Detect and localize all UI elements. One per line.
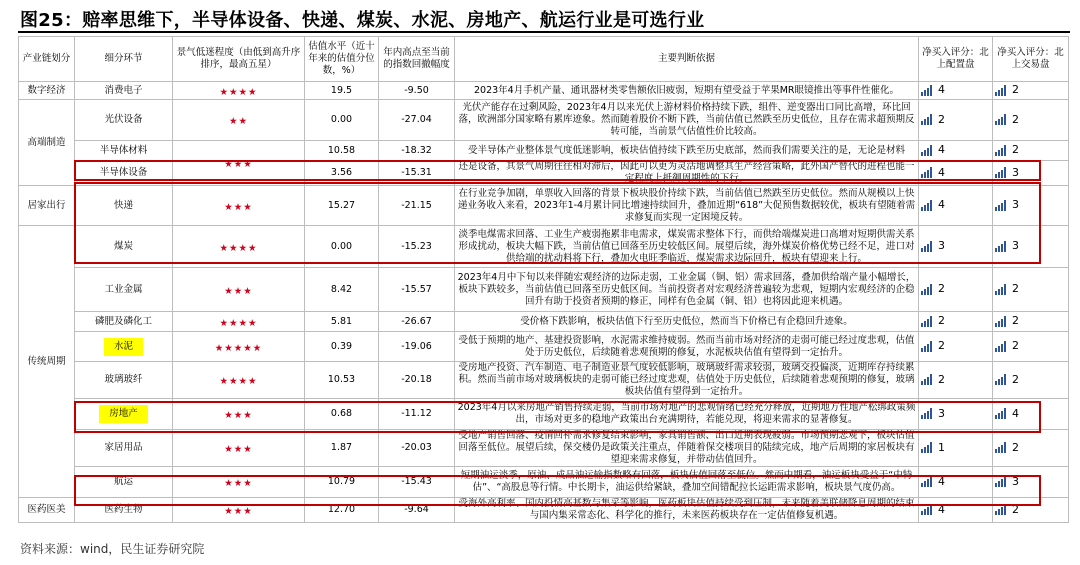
- rating-stars: [173, 312, 305, 332]
- sub-sector: [75, 100, 173, 141]
- header-sub: 细分环节: [75, 37, 173, 82]
- net-buy-south: [993, 141, 1069, 161]
- net-buy-south: [993, 430, 1069, 467]
- rating-stars-text: ★★★: [224, 159, 253, 170]
- rating-stars-text: ★★★: [224, 506, 253, 517]
- bar-chart-icon: [921, 316, 932, 327]
- net-buy-north-value: 1: [938, 440, 945, 454]
- sub-sector: [75, 186, 173, 226]
- bar-chart-icon: [921, 114, 932, 125]
- net-buy-north-value: 4: [938, 165, 945, 179]
- drawdown-value: -9.50: [379, 82, 455, 100]
- header-net-buy-south: 净买入评分：北上交易盘: [993, 37, 1069, 82]
- net-buy-north-value: 2: [938, 339, 945, 353]
- net-buy-south: [993, 100, 1069, 141]
- bar-chart-icon: [921, 374, 932, 385]
- net-buy-south: [993, 268, 1069, 312]
- basis-text: 在行业竞争加剧，单票收入回落的背景下板块股价持续下跌，当前估值已然跌至历史低位。然而从规模以上快递业务收入来看，2023年1-4月累计同比增速持续回升，叠加近期“618”大促预售数据较优，板块有望随着需求修复而实现一定困境反转。: [455, 186, 919, 226]
- valuation-value: 0.68: [305, 399, 379, 430]
- net-buy-north: [919, 82, 993, 100]
- net-buy-north: [919, 467, 993, 498]
- net-buy-south: [993, 312, 1069, 332]
- net-buy-south: [993, 332, 1069, 362]
- table-row: [19, 430, 1069, 467]
- bar-chart-icon: [995, 316, 1006, 327]
- valuation-value: 10.53: [305, 362, 379, 399]
- sub-sector: [75, 430, 173, 467]
- net-buy-north: [919, 312, 993, 332]
- header-category: 产业链划分: [19, 37, 75, 82]
- net-buy-north-value: 4: [938, 83, 945, 97]
- category-cell: 数字经济: [19, 82, 75, 100]
- basis-text: 光伏产能存在过剩风险，2023年4月以来光伏上游材料价格持续下跌，组件、逆变器出口同比高增，环比回落，欧洲部分国家略有累库迹象。然而随着股价不断下跌，当前估值已然跌至历史低位，且存在需求超预期反转可能，当前景气估值性价比较高。: [455, 100, 919, 141]
- rating-stars-text: ★★★★: [219, 242, 258, 254]
- net-buy-north-value: 2: [938, 112, 945, 126]
- bar-chart-icon: [921, 504, 932, 515]
- drawdown-value: -15.57: [379, 268, 455, 312]
- net-buy-south-value: 2: [1012, 83, 1019, 97]
- rating-stars: [173, 141, 305, 186]
- valuation-value: 10.79: [305, 467, 379, 498]
- basis-text: 还是设备，其景气周期往往相对滞后，因此可以更为灵活地调整其生产经营策略，此外国产替代的进程也能一定程度上抵御周期性的下行。: [455, 161, 919, 186]
- drawdown-value: -20.03: [379, 430, 455, 467]
- header-row: [19, 37, 1069, 82]
- net-buy-north: [919, 186, 993, 226]
- rating-stars-text: ★★★: [224, 444, 253, 455]
- rating-stars-text: ★★★: [224, 285, 253, 297]
- table-row: [19, 141, 1069, 161]
- bar-chart-icon: [995, 200, 1006, 211]
- net-buy-south-value: 2: [1012, 112, 1019, 126]
- net-buy-north: [919, 332, 993, 362]
- table-row: [19, 362, 1069, 399]
- bar-chart-icon: [995, 374, 1006, 385]
- basis-text: 受价格下跌影响，板块估值下行至历史低位，然而当下价格已有企稳回升迹象。: [455, 312, 919, 332]
- net-buy-north: [919, 141, 993, 161]
- table-row: [19, 226, 1069, 268]
- drawdown-value: -27.04: [379, 100, 455, 141]
- category-cell: 医药医美: [19, 498, 75, 523]
- valuation-value: 5.81: [305, 312, 379, 332]
- sub-sector: [75, 332, 173, 362]
- net-buy-north: [919, 226, 993, 268]
- net-buy-south-value: 3: [1012, 239, 1019, 253]
- header-basis: 主要判断依据: [455, 37, 919, 82]
- rating-stars: [173, 332, 305, 362]
- rating-stars-text: ★★★★: [219, 86, 258, 98]
- table-row: [19, 312, 1069, 332]
- sub-sector: [75, 226, 173, 268]
- net-buy-north-value: 2: [938, 282, 945, 296]
- drawdown-value: -21.15: [379, 186, 455, 226]
- rating-stars: [173, 268, 305, 312]
- sub-sector-label: 家居用品: [104, 442, 143, 453]
- table-row: [19, 399, 1069, 430]
- rating-stars: [173, 498, 305, 523]
- sub-sector: [75, 312, 173, 332]
- header-net-buy-north: 净买入评分：北上配置盘: [919, 37, 993, 82]
- sub-sector-label: 玻璃玻纤: [104, 374, 143, 385]
- sub-sector-label: 医药生物: [104, 504, 143, 515]
- net-buy-south: [993, 226, 1069, 268]
- figure-title: 图25：赔率思维下，半导体设备、快递、煤炭、水泥、房地产、航运行业是可选行业: [20, 10, 705, 31]
- net-buy-north-value: 2: [938, 314, 945, 328]
- basis-text: 受半导体产业整体景气度低迷影响，板块估值持续下跌至历史底部，然而我们需要关注的是，无论是材料: [455, 141, 919, 161]
- net-buy-north: [919, 430, 993, 467]
- rating-stars: [173, 467, 305, 498]
- net-buy-south-value: 3: [1012, 198, 1019, 212]
- bar-chart-icon: [921, 85, 932, 96]
- basis-text: 2023年4月中下旬以来伴随宏观经济的边际走弱，工业金属（铜、铝）需求回落，叠加供给端产量小幅增长，板块下跌较多，当前估值已回落至历史低区间。当前投资者对宏观经济普遍较为悲观，短期内宏观经济的企稳回升有助于投资者预期的修正，同样有色金属（铜、铝）也将因此迎来机遇。: [455, 268, 919, 312]
- net-buy-north: [919, 362, 993, 399]
- industry-table: [18, 36, 1069, 523]
- net-buy-south-value: 2: [1012, 143, 1019, 157]
- rating-stars-text: ★★: [228, 116, 249, 127]
- net-buy-south: [993, 467, 1069, 498]
- net-buy-south: [993, 362, 1069, 399]
- bar-chart-icon: [921, 341, 932, 352]
- basis-text: 短期油运淡季，原油、成品油运输指数略有回落，板块估值回落至低位。然而中期看，油运板块受益于“中特估”、“高股息等行情。中长期卡，油运供给紧缺，叠加空间错配拉长运距需求影响，板块景气度仍高。: [455, 467, 919, 498]
- net-buy-north-value: 4: [938, 143, 945, 157]
- drawdown-value: -11.12: [379, 399, 455, 430]
- table-row: [19, 100, 1069, 141]
- sub-sector-label: 煤炭: [113, 240, 133, 252]
- sub-sector-label: 水泥: [104, 338, 143, 356]
- valuation-value: 0.00: [305, 226, 379, 268]
- rating-stars-text: ★★★★★: [214, 342, 263, 354]
- rating-stars-text: ★★★★: [219, 376, 258, 387]
- net-buy-south-value: 2: [1012, 502, 1019, 516]
- bar-chart-icon: [921, 284, 932, 295]
- net-buy-north-value: 4: [938, 474, 945, 488]
- rating-stars-text: ★★★: [224, 478, 253, 489]
- net-buy-north: [919, 268, 993, 312]
- bar-chart-icon: [921, 241, 932, 252]
- bar-chart-icon: [921, 442, 932, 453]
- bar-chart-icon: [921, 476, 932, 487]
- rating-stars-text: ★★★: [224, 201, 253, 213]
- net-buy-south-value: 2: [1012, 440, 1019, 454]
- drawdown-value: -19.06: [379, 332, 455, 362]
- sub-sector: [75, 362, 173, 399]
- net-buy-south: [993, 82, 1069, 100]
- net-buy-north-value: 3: [938, 406, 945, 420]
- rating-stars: [173, 82, 305, 100]
- net-buy-south: [993, 161, 1069, 186]
- net-buy-south-value: 2: [1012, 372, 1019, 386]
- sub-sector: [75, 82, 173, 100]
- category-cell: 居家出行: [19, 186, 75, 226]
- sub-sector-label: 半导体设备: [99, 167, 148, 178]
- header-valuation: 估值水平（近十年来的估值分位数，%）: [305, 37, 379, 82]
- net-buy-south: [993, 399, 1069, 430]
- sub-sector-label: 快递: [113, 199, 133, 211]
- valuation-value: 0.39: [305, 332, 379, 362]
- rating-stars: [173, 430, 305, 467]
- bar-chart-icon: [995, 341, 1006, 352]
- rating-stars: [173, 362, 305, 399]
- table-row: [19, 467, 1069, 498]
- bar-chart-icon: [995, 476, 1006, 487]
- net-buy-south: [993, 186, 1069, 226]
- drawdown-value: -9.64: [379, 498, 455, 523]
- rating-stars: [173, 100, 305, 141]
- bar-chart-icon: [995, 442, 1006, 453]
- valuation-value: 1.87: [305, 430, 379, 467]
- sub-sector: [75, 141, 173, 161]
- net-buy-north: [919, 100, 993, 141]
- header-drawdown: 年内高点至当前的指数回撤幅度: [379, 37, 455, 82]
- basis-text: 受低于预期的地产、基建投资影响，水泥需求维持疲弱。然而当前市场对经济的走弱可能已经过度悲观，估值处于历史低位，后续随着悲观预期的修复，水泥板块估值有望得到一定抬升。: [455, 332, 919, 362]
- sub-sector-label: 消费电子: [104, 84, 143, 96]
- drawdown-value: -26.67: [379, 312, 455, 332]
- basis-text: 受房地产投资、汽车制造、电子制造业景气度较低影响，玻璃玻纤需求较弱，玻璃交投偏淡，近期库存持续累积。然而当前市场对玻璃板块的走弱可能已经过度悲观，估值处于历史低位，后续随着悲观预期的修复，玻璃板块估值有望得到一定抬升。: [455, 362, 919, 399]
- category-cell: 传统周期: [19, 226, 75, 498]
- table-row: [19, 498, 1069, 523]
- valuation-value: 15.27: [305, 186, 379, 226]
- net-buy-south-value: 3: [1012, 165, 1019, 179]
- bar-chart-icon: [921, 200, 932, 211]
- basis-text: 2023年4月以来房地产销售持续走弱，当前市场对地产的悲观情绪已经充分释放，近期地方性地产松绑政策频出，市场对更多的稳地产政策出台充满期待，若能兑现，将迎来需求的显著修复。: [455, 399, 919, 430]
- sub-sector: [75, 399, 173, 430]
- sub-sector-label: 磷肥及磷化工: [94, 315, 152, 327]
- basis-text: 受地产销售回落、疫情回补需求修复结束影响，家具销售额、出口近期表现疲弱。市场预期悲观下，板块估值回落至低位。展望后续，保交楼仍是政策关注重点，伴随着保交楼项目的陆续完成，地产后周期的家居板块有望迎来需求修复，并带动估值回升。: [455, 430, 919, 467]
- header-rating: 景气低迷程度（由低到高升序排序，最高五星）: [173, 37, 305, 82]
- valuation-value: 10.58: [305, 141, 379, 161]
- net-buy-north-value: 4: [938, 198, 945, 212]
- sub-sector-label: 航运: [113, 476, 133, 487]
- basis-text: 淡季电煤需求回落、工业生产疲弱拖累非电需求，煤炭需求整体下行，而供给端煤炭进口高增对短期供需关系形成扰动，板块大幅下跌，当前估值已回落至历史较低区间。展望后续，海外煤炭价格优势已经不足，进口对供给端的扰动料将下行，叠加火电旺季临近，煤炭需求边际回升，板块有望迎来上行。: [455, 226, 919, 268]
- table-row: [19, 186, 1069, 226]
- table-row: [19, 268, 1069, 312]
- bar-chart-icon: [995, 504, 1006, 515]
- net-buy-south: [993, 498, 1069, 523]
- sub-sector-label: 光伏设备: [104, 114, 143, 125]
- drawdown-value: -18.32: [379, 141, 455, 161]
- bar-chart-icon: [995, 408, 1006, 419]
- rating-stars: [173, 226, 305, 268]
- bar-chart-icon: [995, 284, 1006, 295]
- net-buy-north: [919, 399, 993, 430]
- net-buy-north: [919, 161, 993, 186]
- drawdown-value: -15.43: [379, 467, 455, 498]
- valuation-value: 3.56: [305, 161, 379, 186]
- sub-sector: [75, 268, 173, 312]
- basis-text: 受海外高利率、国内投情高基数与集采等影响，医药板块估值持续受到压制，未来随着美联储降息周期的结束与国内集采常态化、科学化的推行，未来医药板块存在一定估值修复机遇。: [455, 498, 919, 523]
- sub-sector-label: 工业金属: [104, 283, 143, 295]
- rating-stars-text: ★★★: [224, 410, 253, 421]
- bar-chart-icon: [995, 145, 1006, 156]
- valuation-value: 8.42: [305, 268, 379, 312]
- category-cell: 高端制造: [19, 100, 75, 186]
- bar-chart-icon: [921, 167, 932, 178]
- table-row: [19, 332, 1069, 362]
- net-buy-south-value: 2: [1012, 282, 1019, 296]
- title-rule: [18, 31, 1070, 33]
- sub-sector: [75, 161, 173, 186]
- drawdown-value: -15.31: [379, 161, 455, 186]
- net-buy-south-value: 2: [1012, 314, 1019, 328]
- drawdown-value: -20.18: [379, 362, 455, 399]
- bar-chart-icon: [995, 114, 1006, 125]
- valuation-value: 19.5: [305, 82, 379, 100]
- basis-text: 2023年4月手机产量、通讯器材类零售额依旧疲弱，短期有望受益于苹果MR眼镜推出等事件性催化。: [455, 82, 919, 100]
- rating-stars: [173, 399, 305, 430]
- net-buy-south-value: 4: [1012, 406, 1019, 420]
- bar-chart-icon: [995, 167, 1006, 178]
- sub-sector-label: 半导体材料: [99, 144, 148, 156]
- valuation-value: 12.70: [305, 498, 379, 523]
- rating-stars-text: ★★★★: [219, 317, 258, 329]
- net-buy-north: [919, 498, 993, 523]
- bar-chart-icon: [921, 145, 932, 156]
- sub-sector-label: 房地产: [99, 405, 148, 423]
- table-row: [19, 82, 1069, 100]
- net-buy-south-value: 2: [1012, 339, 1019, 353]
- net-buy-north-value: 4: [938, 502, 945, 516]
- net-buy-north-value: 2: [938, 372, 945, 386]
- sub-sector: [75, 498, 173, 523]
- bar-chart-icon: [921, 408, 932, 419]
- valuation-value: 0.00: [305, 100, 379, 141]
- rating-stars: [173, 186, 305, 226]
- bar-chart-icon: [995, 85, 1006, 96]
- bar-chart-icon: [995, 241, 1006, 252]
- source-note: 资料来源：wind，民生证券研究院: [20, 542, 205, 556]
- drawdown-value: -15.23: [379, 226, 455, 268]
- net-buy-south-value: 3: [1012, 474, 1019, 488]
- net-buy-north-value: 3: [938, 239, 945, 253]
- sub-sector: [75, 467, 173, 498]
